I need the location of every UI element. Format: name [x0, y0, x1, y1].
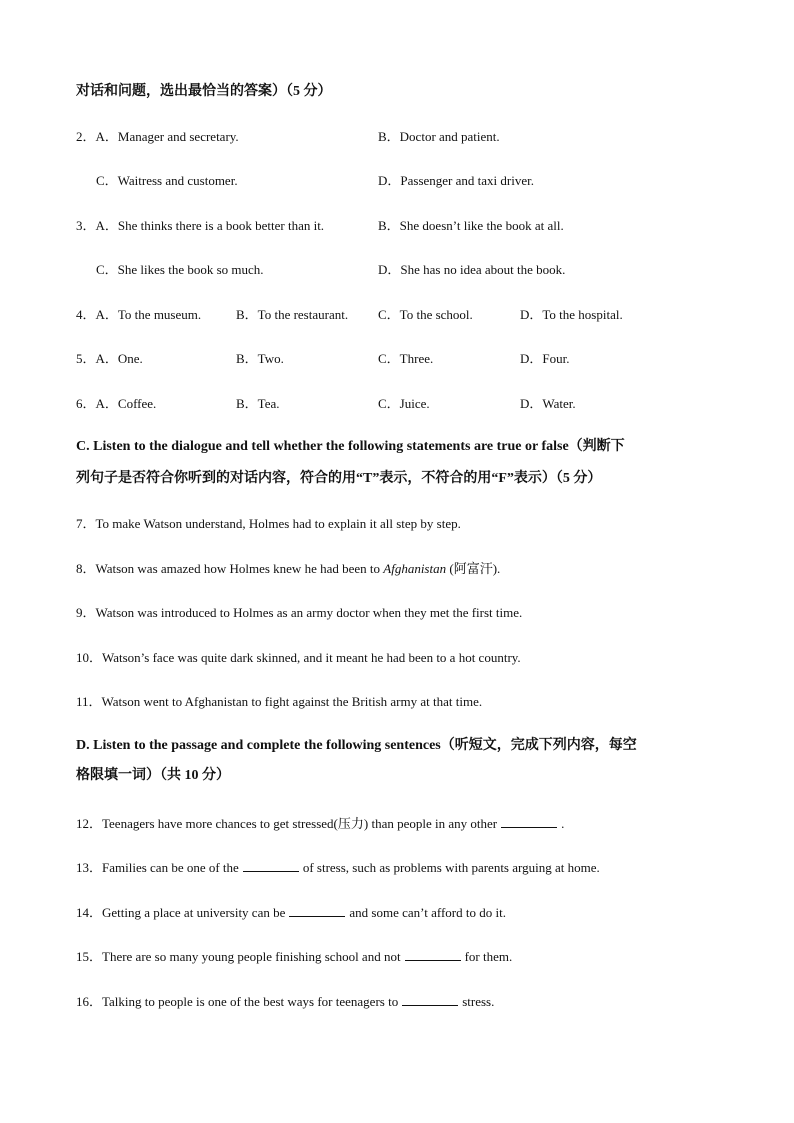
q4-option-d: D．To the hospital.	[520, 307, 623, 322]
q13-text-pre: 13．Families can be one of the	[76, 860, 239, 875]
q4-option-a	[76, 307, 201, 323]
q6-option-b: B．Tea.	[236, 396, 280, 411]
q5-option-b: B．Two.	[236, 351, 284, 366]
q12-text-pre: 12．Teenagers have more chances to get stressed(压力) than people in any other	[76, 816, 498, 831]
q4-option-c: C．To the school.	[378, 307, 473, 322]
q3-number: 3．	[76, 218, 96, 233]
q15-sentence	[76, 948, 512, 965]
q8-text-pre: 8．Watson was amazed how Holmes knew he had been to	[76, 561, 384, 576]
q13-text-post: of stress, such as problems with parents arguing at home.	[302, 860, 600, 875]
q11-statement: 11．Watson went to Afghanistan to fight against the British army at that time.	[76, 694, 483, 709]
q3-option-d: D．She has no idea about the book.	[378, 262, 566, 277]
q3-a-text: A．She thinks there is a book better than it.	[95, 218, 325, 233]
q16-sentence	[76, 993, 494, 1010]
q10-statement: 10．Watson’s face was quite dark skinned, and it meant he had been to a hot country.	[76, 650, 521, 665]
q4-a-text: A．To the museum.	[95, 307, 202, 322]
q6-a-text: A．Coffee.	[95, 396, 157, 411]
q5-number: 5．	[76, 351, 96, 366]
section-c-heading-line2: 列句子是否符合你听到的对话内容，符合的用“T”表示，不符合的用“F”表示）（5 分）	[76, 471, 602, 486]
q5-option-c: C．Three.	[378, 351, 434, 366]
q3-option-a	[76, 218, 324, 234]
section-d-heading-line1: D. Listen to the passage and complete the following sentences（听短文，完成下列内容，每空	[76, 738, 637, 753]
q13-blank[interactable]	[243, 859, 299, 872]
q8-italic-word: Afghanistan	[383, 561, 447, 576]
q16-blank[interactable]	[402, 993, 458, 1006]
q5-option-a	[76, 351, 143, 367]
q4-number: 4．	[76, 307, 96, 322]
q14-text-pre: 14．Getting a place at university can be	[76, 905, 286, 920]
q7-statement: 7．To make Watson understand, Holmes had to explain it all step by step.	[76, 516, 461, 531]
q13-sentence	[76, 859, 600, 876]
q2-option-b: B．Doctor and patient.	[378, 129, 500, 144]
q6-number: 6．	[76, 396, 96, 411]
q8-statement	[76, 561, 500, 577]
q2-option-d: D．Passenger and taxi driver.	[378, 173, 534, 188]
q2-a-text: A．Manager and secretary.	[95, 129, 239, 144]
q14-text-post: and some can’t afford to do it.	[349, 905, 506, 920]
q5-option-d: D．Four.	[520, 351, 570, 366]
q3-option-b: B．She doesn’t like the book at all.	[378, 218, 564, 233]
q6-option-c: C．Juice.	[378, 396, 430, 411]
q2-number: 2．	[76, 129, 96, 144]
q2-option-a	[76, 129, 239, 145]
q6-option-a	[76, 396, 156, 412]
q15-text-pre: 15．There are so many young people finishing school and not	[76, 949, 401, 964]
section-d-heading-line2: 格限填一词）（共 10 分）	[76, 768, 230, 783]
q6-option-d: D．Water.	[520, 396, 576, 411]
q12-text-post: .	[561, 816, 565, 831]
q14-sentence	[76, 904, 506, 921]
q16-text-post: stress.	[462, 994, 495, 1009]
q12-sentence	[76, 815, 564, 832]
q15-text-post: for them.	[464, 949, 513, 964]
q8-text-post: (阿富汗).	[446, 561, 501, 576]
q12-blank[interactable]	[501, 815, 557, 828]
q2-option-c: C．Waitress and customer.	[96, 173, 238, 188]
section-c-heading-line1: C. Listen to the dialogue and tell whether the following statements are true or false（判断下	[76, 439, 625, 454]
q14-blank[interactable]	[289, 904, 345, 917]
section-b-instruction-tail: 对话和问题，选出最恰当的答案）（5 分）	[76, 84, 332, 99]
q9-statement: 9．Watson was introduced to Holmes as an army doctor when they met the first time.	[76, 605, 523, 620]
q4-option-b: B．To the restaurant.	[236, 307, 349, 322]
q15-blank[interactable]	[405, 948, 461, 961]
q5-a-text: A．One.	[95, 351, 143, 366]
q16-text-pre: 16．Talking to people is one of the best ways for teenagers to	[76, 994, 399, 1009]
q3-option-c: C．She likes the book so much.	[96, 262, 264, 277]
